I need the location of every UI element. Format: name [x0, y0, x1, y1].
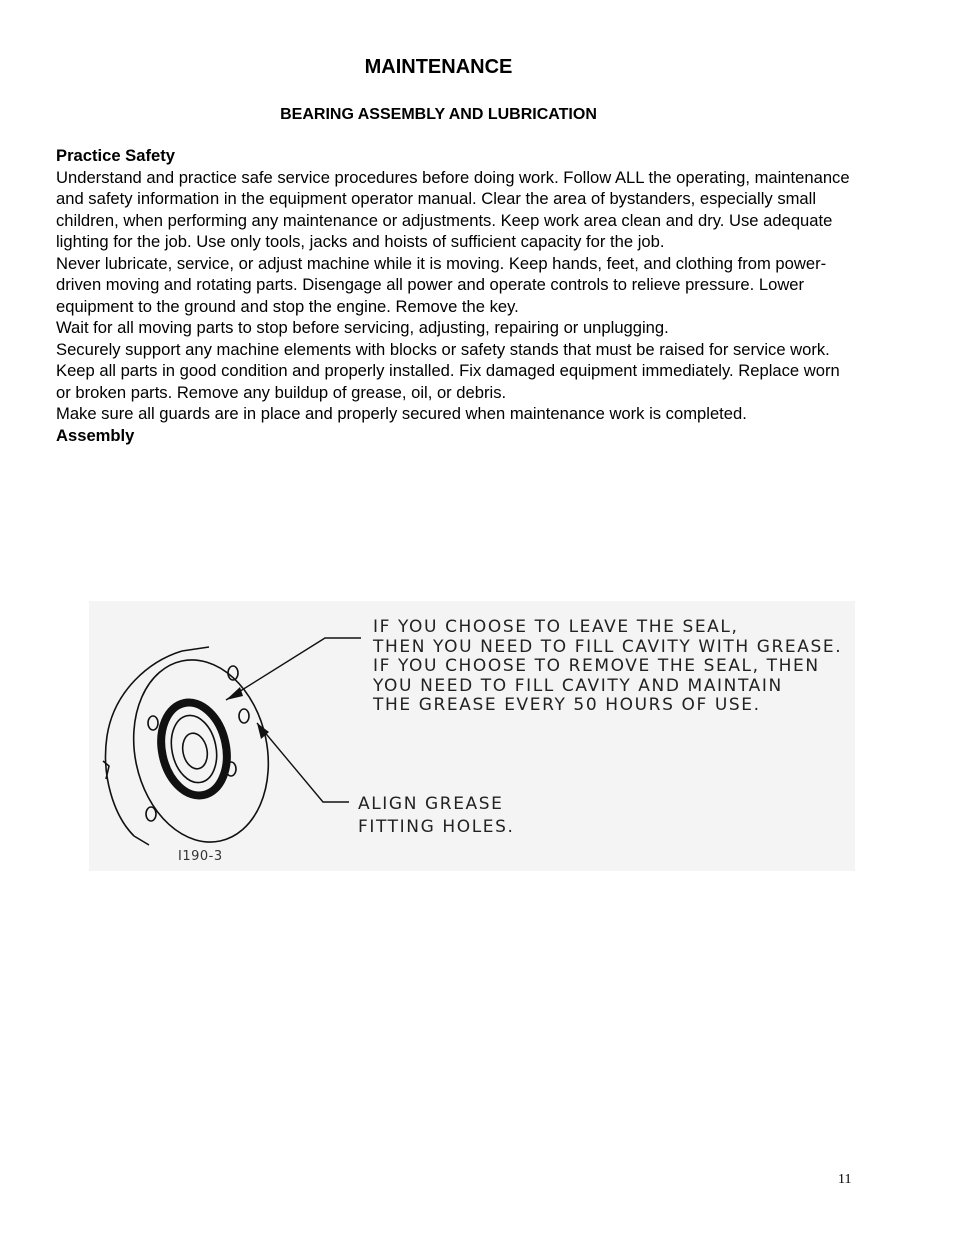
- body-text: [56, 145, 856, 446]
- paragraph: Wait for all moving parts to stop before servicing, adjusting, repairing or unplugging.: [56, 318, 669, 337]
- assembly-heading: Assembly: [56, 425, 135, 445]
- seal-callout-text: IF YOU CHOOSE TO LEAVE THE SEAL, THEN YOU NEED TO FILL CAVITY WITH GREASE. IF YOU CHOOSE TO REMOVE THE SEAL, THEN YOU NEED TO FILL CAVITY AND MAINTAIN THE GREASE EVERY 50 HOURS OF USE.: [373, 617, 843, 715]
- bearing-diagram: [89, 601, 855, 871]
- align-callout-text: ALIGN GREASE FITTING HOLES.: [358, 794, 515, 837]
- page-number: 11: [838, 1172, 852, 1187]
- practice-safety-heading: Practice Safety: [56, 146, 175, 165]
- paragraph: Make sure all guards are in place and properly secured when maintenance work is completed.: [56, 404, 747, 423]
- paragraph: Never lubricate, service, or adjust machine while it is moving. Keep hands, feet, and clothing from power-driven moving and rotating parts. Disengage all power and operate controls to relieve pressure. Lower equipment to the ground and stop the engine. Remove the key.: [56, 253, 827, 316]
- paragraph: Understand and practice safe service procedures before doing work. Follow ALL the operating, maintenance and safety information in the equipment operator manual. Clear the area of bystanders, especially small children, when performing any maintenance or adjustments. Keep work area clean and dry. Use adequate lighting for the job. Use only tools, jacks and hoists of sufficient capacity for the job.: [56, 167, 850, 251]
- figure-code: I190-3: [178, 849, 223, 864]
- page-title: MAINTENANCE: [364, 56, 513, 78]
- paragraph: Keep all parts in good condition and properly installed. Fix damaged equipment immediately. Replace worn or broken parts. Remove any buildup of grease, oil, or debris.: [56, 361, 840, 402]
- paragraph: Securely support any machine elements with blocks or safety stands that must be raised for service work.: [56, 339, 830, 359]
- section-subtitle: BEARING ASSEMBLY AND LUBRICATION: [280, 106, 597, 123]
